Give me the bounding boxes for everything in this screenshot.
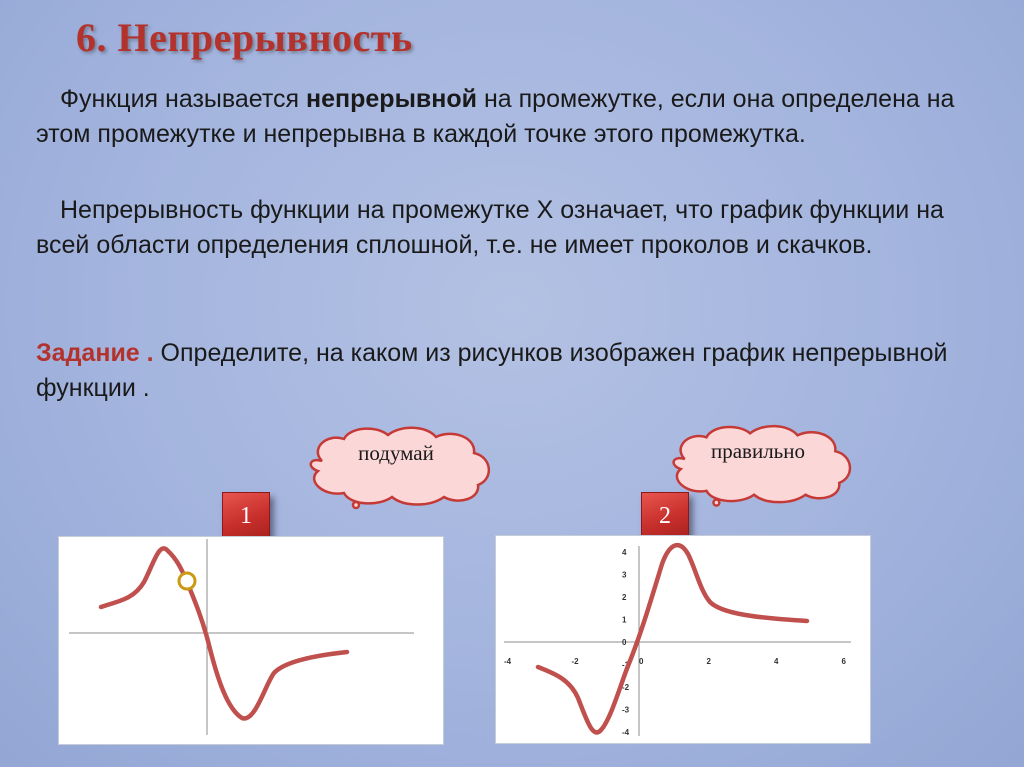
hint-callout-left[interactable] (292, 425, 500, 515)
graph-2-plot (496, 536, 870, 743)
option-1-button[interactable]: 1 (222, 492, 270, 540)
graph-2-x-tick-label: -2 (571, 657, 579, 666)
definition-paragraph (36, 82, 986, 151)
continuity-paragraph (36, 193, 986, 262)
slide-title: 6. Непрерывность (76, 15, 413, 60)
continuity-text: Непрерывность функции на промежутке Х означает, что график функции на всей области определения сплошной, т.е. не имеет проколов и скачков. (36, 196, 944, 259)
definition-text-start: Функция называется (60, 85, 307, 113)
graph-2-x-tick-label: 4 (774, 657, 779, 666)
graph-2-y-tick-label: -3 (622, 705, 630, 715)
graph-2-y-tick-label: 1 (622, 615, 627, 625)
definition-text-end: на промежутке, если она определена на этом промежутке и непрерывна в каждой точке этого промежутка. (36, 85, 955, 148)
graph-2-y-tick-label: 4 (622, 548, 627, 557)
graph-2-y-tick-label: 2 (622, 593, 627, 602)
option-2-button[interactable]: 2 (641, 492, 689, 540)
graph-1-hole-marker (179, 573, 195, 589)
callout-left-text: подумай (358, 441, 434, 465)
graph-2-y-tick-label: -1 (622, 660, 630, 670)
graph-2-y-tick-label: -4 (622, 728, 630, 737)
graph-2-x-tick-label: -4 (504, 657, 512, 666)
graph-2-y-tick-label: 0 (622, 638, 627, 647)
task-paragraph (36, 336, 986, 405)
callout-right-text: правильно (710, 439, 805, 463)
graph-2-x-tick-label: 2 (706, 657, 711, 666)
graph-2-y-tick-label: 3 (622, 570, 627, 580)
graph-2-curve (538, 545, 807, 732)
graph-1-plot (59, 537, 443, 744)
graph-2-x-tick-label: 6 (841, 657, 846, 666)
graph-option-1[interactable] (58, 536, 444, 745)
graph-option-2[interactable] (495, 535, 871, 744)
definition-bold-term: непрерывной (306, 85, 478, 113)
graph-2-x-tick-label: 0 (639, 657, 644, 666)
graph-2-x-tick-labels (504, 657, 847, 666)
cloud-shape-icon (292, 425, 500, 515)
task-text: Определите, на каком из рисунков изображен график непрерывной функции . (36, 339, 948, 402)
task-label: Задание . (36, 339, 154, 367)
graph-2-y-tick-label: -2 (622, 683, 630, 692)
